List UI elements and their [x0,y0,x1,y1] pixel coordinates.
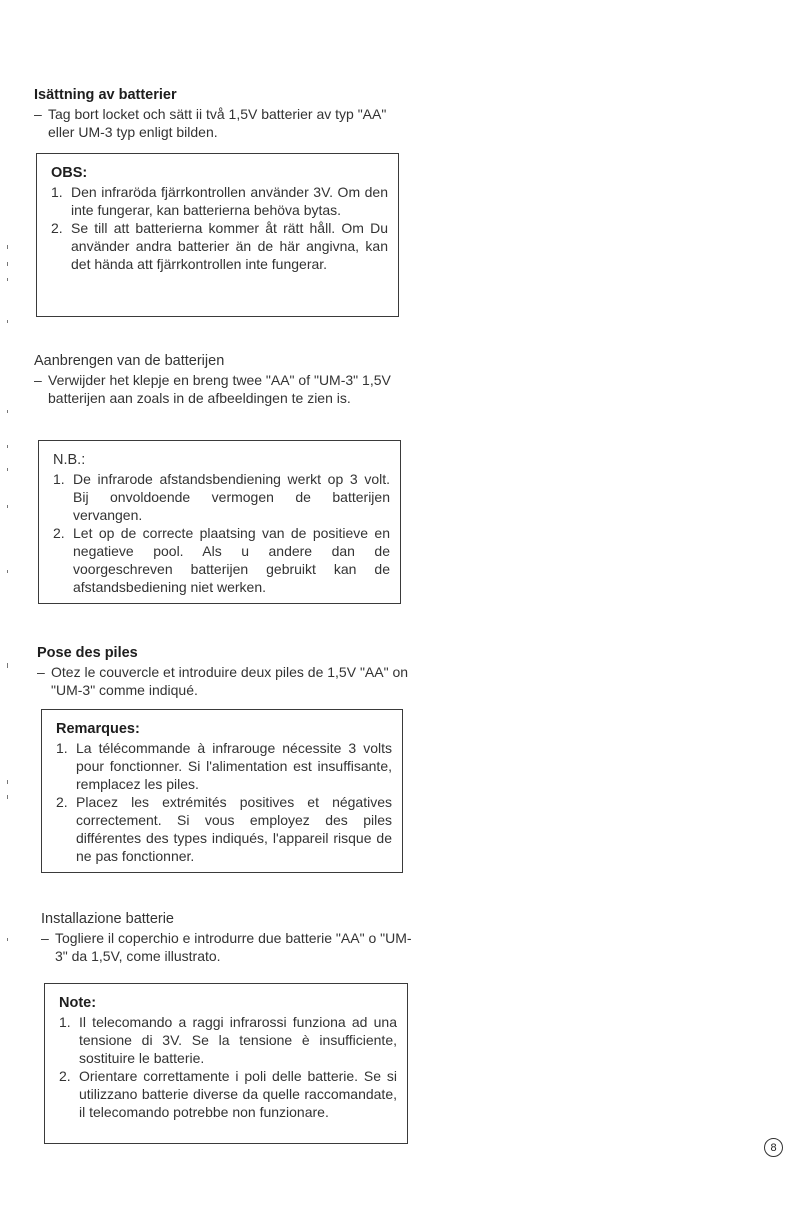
section-heading: Aanbrengen van de batterijen [34,353,225,369]
note-item: 1. De infrarode afstandsbendiening werkt op 3 volt. Bij onvoldoende vermogen de batterijen vervangen. [53,471,390,523]
note-title: N.B.: [53,452,86,468]
note-list [53,470,390,596]
scan-mark [7,262,8,266]
scan-mark [7,663,8,668]
instruction: – Otez le couvercle et introduire deux piles de 1,5V "AA" on "UM-3" comme indiqué. [37,664,409,698]
scan-mark [7,505,8,508]
instruction: – Tag bort locket och sätt ii två 1,5V batterier av typ "AA" eller UM-3 typ enligt bilden. [34,106,387,140]
section-heading: Installazione batterie [41,911,174,927]
scan-mark [7,445,8,448]
scan-mark [7,570,8,573]
note-title: Remarques: [56,721,140,737]
section-heading: Pose des piles [37,645,138,661]
section-swedish [34,86,406,141]
note-box-dutch [38,440,401,604]
note-box-italian [44,983,408,1144]
section-dutch [34,352,406,407]
scan-mark [7,410,8,413]
section-italian [41,910,413,965]
section-heading: Isättning av batterier [34,87,177,103]
note-item: 2. Orientare correttamente i poli delle batterie. Se si utilizzano batterie diverse da quelle raccomandate, il telecomando potrebbe non funzionare. [59,1068,397,1120]
instruction: – Verwijder het klepje en breng twee "AA" of "UM-3" 1,5V batterijen aan zoals in de afbeeldingen te zien is. [34,372,391,406]
note-item: 1. Il telecomando a raggi infrarossi funziona ad una tensione di 3V. Se la tensione è insufficiente, sostituire le batterie. [59,1014,397,1066]
scan-mark [7,320,8,323]
scan-mark [7,780,8,784]
scan-mark [7,278,8,281]
note-title: Note: [59,995,97,1011]
scan-mark [7,938,8,941]
note-list [59,1013,397,1121]
note-item: 2. Placez les extrémités positives et négatives correctement. Si vous employez des piles différentes des types indiqués, l'appareil risque de ne pas fonctionner. [56,794,392,864]
note-item: 1. La télécommande à infrarouge nécessite 3 volts pour fonctionner. Si l'alimentation est insuffisante, remplacez les piles. [56,740,392,792]
note-item: 2. Let op de correcte plaatsing van de positieve en negatieve pool. Als u andere dan de voorgeschreven batterijen gebruikt kan de afstandsbediening niet werken. [53,525,390,595]
note-box-french [41,709,403,873]
page-number: 8 [764,1138,783,1157]
section-french [37,644,409,699]
instruction: – Togliere il coperchio e introdurre due batterie "AA" o "UM-3" da 1,5V, come illustrato. [41,930,412,964]
note-list [56,739,392,865]
scan-mark [7,468,8,471]
scan-mark [7,795,8,799]
note-list [51,183,388,273]
scan-mark [7,245,8,249]
note-title: OBS: [51,165,88,181]
note-item: 2. Se till att batterierna kommer åt rätt håll. Om Du använder andra batterier än de här angivna, kan det hända att fjärrkontrollen inte fungerar. [51,220,388,272]
note-box-swedish [36,153,399,317]
note-item: 1. Den infraröda fjärrkontrollen använder 3V. Om den inte fungerar, kan batterierna behöva bytas. [51,184,388,218]
